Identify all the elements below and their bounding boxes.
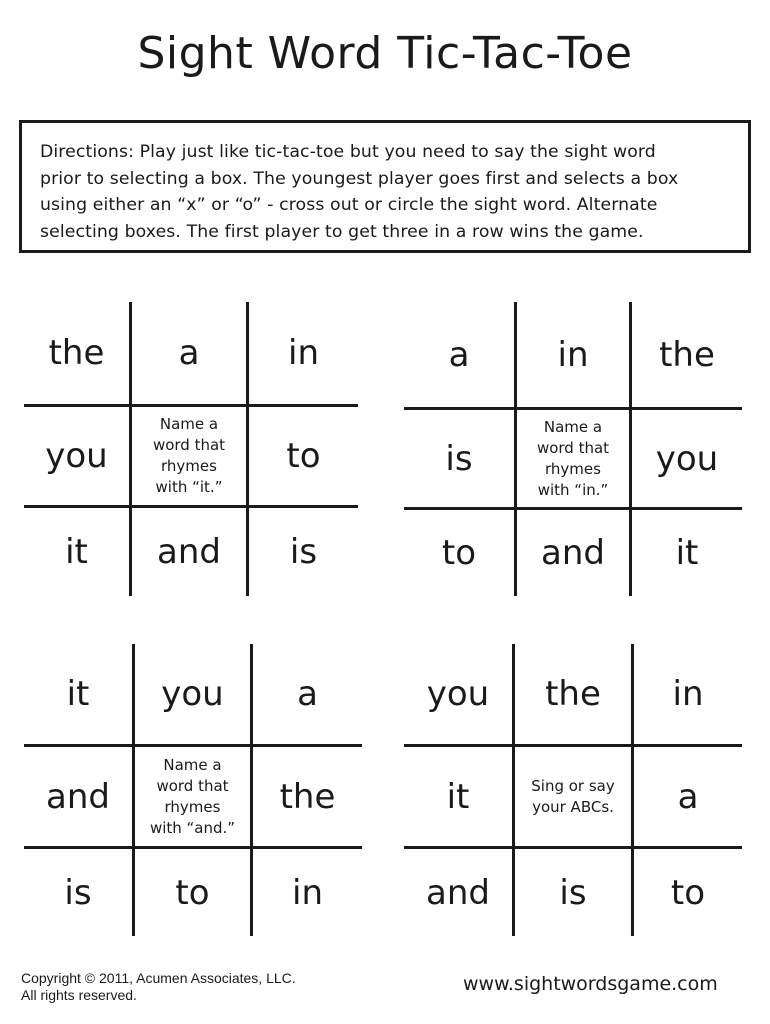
prompt-line: word that xyxy=(156,776,229,795)
sight-word: in xyxy=(288,333,319,373)
sight-word: in xyxy=(672,674,704,714)
sight-word-cell[interactable] xyxy=(404,644,512,744)
prompt-line: with “it.” xyxy=(155,478,223,496)
sight-word-cell[interactable] xyxy=(634,747,742,846)
prompt-line: Sing or say xyxy=(531,776,615,795)
sight-word: it xyxy=(446,776,470,817)
sight-word-cell[interactable] xyxy=(249,302,358,404)
sight-word: is xyxy=(445,438,473,479)
prompt-line: rhymes xyxy=(161,457,217,475)
center-prompt-cell[interactable] xyxy=(135,747,250,846)
sight-word: and xyxy=(46,776,110,817)
sight-word: a xyxy=(178,333,200,373)
sight-word-cell[interactable] xyxy=(517,302,629,407)
sight-word-cell[interactable] xyxy=(404,410,514,507)
sight-word-cell[interactable] xyxy=(135,849,250,936)
center-prompt-cell[interactable] xyxy=(515,747,631,846)
page-title: Sight Word Tic-Tac-Toe xyxy=(137,28,633,79)
sight-word-cell[interactable] xyxy=(253,747,362,846)
sight-word: and xyxy=(426,872,490,913)
website-url: www.sightwordsgame.com xyxy=(463,973,718,995)
sight-word: the xyxy=(545,674,601,714)
sight-word-cell[interactable] xyxy=(24,849,132,936)
sight-word: in xyxy=(557,334,589,375)
sight-word: is xyxy=(289,532,318,572)
prompt-line: rhymes xyxy=(164,797,221,816)
sight-word-cell[interactable] xyxy=(24,407,129,505)
sight-word-cell[interactable] xyxy=(132,508,246,596)
rights-line: All rights reserved. xyxy=(21,987,137,1003)
sight-word-cell[interactable] xyxy=(404,747,512,846)
prompt-line: Name a xyxy=(543,417,603,436)
sight-word-cell[interactable] xyxy=(253,644,362,744)
sight-word: in xyxy=(292,872,323,913)
center-prompt-cell[interactable] xyxy=(517,410,629,507)
sight-word: a xyxy=(677,776,699,817)
prompt-line: Name a xyxy=(163,755,222,774)
sight-word-cell[interactable] xyxy=(24,644,132,744)
tic-tac-toe-board-1 xyxy=(24,302,358,596)
sight-word-cell[interactable] xyxy=(515,849,631,936)
center-prompt xyxy=(537,417,609,501)
sight-word: the xyxy=(48,333,105,373)
tic-tac-toe-board-3 xyxy=(24,644,362,936)
center-prompt xyxy=(150,755,235,839)
sight-word-cell[interactable] xyxy=(404,849,512,936)
sight-word-cell[interactable] xyxy=(24,747,132,846)
center-prompt xyxy=(531,776,614,818)
prompt-line: with “in.” xyxy=(537,480,609,499)
sight-word: you xyxy=(655,438,719,479)
sight-word-cell[interactable] xyxy=(515,644,631,744)
sight-word: it xyxy=(65,532,88,572)
center-prompt-cell[interactable] xyxy=(132,407,246,505)
directions-line: Directions: Play just like tic-tac-toe but you need to say the sight word xyxy=(40,142,656,162)
sight-word-cell[interactable] xyxy=(634,644,742,744)
sight-word-cell[interactable] xyxy=(632,410,742,507)
sight-word: you xyxy=(161,674,224,714)
directions-line: selecting boxes. The first player to get three in a row wins the game. xyxy=(40,221,644,242)
sight-word: to xyxy=(286,436,321,476)
sight-word: is xyxy=(64,872,92,913)
directions-box xyxy=(19,120,751,253)
sight-word: it xyxy=(675,533,699,573)
sight-word: a xyxy=(297,674,318,714)
sight-word: to xyxy=(175,872,210,913)
prompt-line: rhymes xyxy=(545,459,601,478)
sight-word: to xyxy=(441,533,477,573)
sight-word-cell[interactable] xyxy=(632,510,742,596)
sight-word-cell[interactable] xyxy=(24,508,129,596)
sight-word-cell[interactable] xyxy=(253,849,362,936)
prompt-line: Name a xyxy=(159,415,219,433)
directions-line: using either an “x” or “o” - cross out or circle the sight word. Alternate xyxy=(40,195,658,215)
sight-word-cell[interactable] xyxy=(24,302,129,404)
center-prompt xyxy=(153,414,225,498)
sight-word: to xyxy=(670,872,706,913)
sight-word-cell[interactable] xyxy=(517,510,629,596)
sight-word-cell[interactable] xyxy=(249,508,358,596)
sight-word: is xyxy=(559,872,587,913)
copyright-notice xyxy=(21,970,296,1004)
sight-word: the xyxy=(659,334,715,375)
sight-word: a xyxy=(448,334,470,375)
tic-tac-toe-board-4 xyxy=(404,644,742,936)
sight-word-cell[interactable] xyxy=(249,407,358,505)
sight-word: you xyxy=(426,674,490,714)
sight-word-cell[interactable] xyxy=(135,644,250,744)
directions-line: prior to selecting a box. The youngest player goes first and selects a box xyxy=(40,168,679,189)
sight-word-cell[interactable] xyxy=(634,849,742,936)
prompt-line: word that xyxy=(152,436,226,454)
sight-word-cell[interactable] xyxy=(132,302,246,404)
prompt-line: with “and.” xyxy=(149,818,236,837)
copyright-line: Copyright © 2011, Acumen Associates, LLC. xyxy=(21,970,296,986)
sight-word-cell[interactable] xyxy=(404,302,514,407)
sight-word: it xyxy=(66,674,90,714)
tic-tac-toe-board-2 xyxy=(404,302,742,596)
prompt-line: your ABCs. xyxy=(532,797,614,816)
sight-word: the xyxy=(279,776,336,817)
prompt-line: word that xyxy=(536,438,610,457)
sight-word: and xyxy=(157,532,221,572)
sight-word-cell[interactable] xyxy=(404,510,514,596)
sight-word: and xyxy=(541,533,605,573)
sight-word-cell[interactable] xyxy=(632,302,742,407)
sight-word: you xyxy=(45,436,108,476)
